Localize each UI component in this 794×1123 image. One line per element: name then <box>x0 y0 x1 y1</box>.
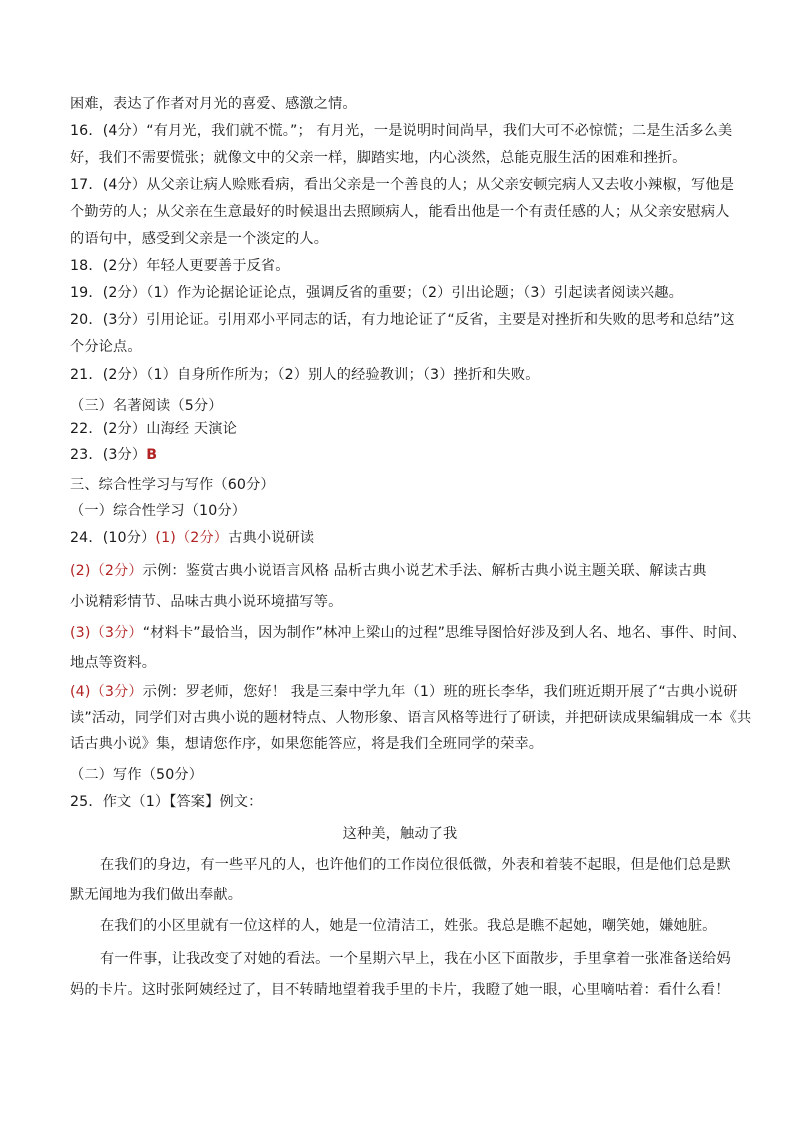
essay-paragraph-3-cont: 妈的卡片。这时张阿姨经过了，目不转睛地望着我手里的卡片，我瞪了她一眼，心里嘀咕着：看什么看！ <box>70 982 730 998</box>
answer-24-2 <box>70 561 730 581</box>
answer-24-4-cont-2: 话古典小说》集，想请您作序，如果您能答应，将是我们全班同学的荣幸。 <box>70 736 544 752</box>
answer-16: 16．(4分）“有月光，我们就不慌。”； 有月光，一是说明时间尚早，我们大可不必惊慌；二是生活多么美 <box>70 123 733 139</box>
answer-23-choice: B <box>146 447 158 463</box>
section-heading-classics: （三）名著阅读（5分） <box>70 398 223 414</box>
answer-17: 17．(4分）从父亲让病人赊账看病，看出父亲是一个善良的人；从父亲安顿完病人又去收小辣椒，写他是 <box>70 177 735 193</box>
answer-24-3-cont: 地点等资料。 <box>70 655 157 671</box>
answer-19: 19．(2分）（1）作为论据论证论点，强调反省的重要；（2）引出论题；（3）引起读者阅读兴趣。 <box>70 285 683 301</box>
answer-18: 18．(2分）年轻人更要善于反省。 <box>70 258 290 274</box>
answer-22: 22．(2分）山海经 天演论 <box>70 421 237 437</box>
answer-24-2-cont: 小说精彩情节、品味古典小说环境描写等。 <box>70 594 343 610</box>
answer-24-3-text: “材料卡”最恰当，因为制作”林冲上梁山的过程”思维导图恰好涉及到人名、地名、事件、时间、 <box>142 625 747 641</box>
answer-24-4-cont-1: 读”活动，同学们对古典小说的题材特点、人物形象、语言风格等进行了研读，并把研读成果编辑成一本《共 <box>70 710 752 726</box>
answer-24-2-label: (2)（2分） <box>70 563 143 579</box>
answer-24-4-label: (4)（3分） <box>70 684 143 700</box>
answer-25: 25．作文（1）【答案】例文： <box>70 794 263 810</box>
answer-24-3 <box>70 623 747 643</box>
answer-21: 21．(2分）（1）自身所作所为；（2）别人的经验教训；（3）挫折和失败。 <box>70 367 540 383</box>
essay-paragraph-1: 在我们的身边，有一些平凡的人，也许他们的工作岗位很低微，外表和着装不起眼，但是他们总是默 <box>100 857 731 873</box>
answer-24-3-label: (3)（3分） <box>70 625 143 641</box>
answer-24-4 <box>70 682 738 702</box>
answer-24-2-text: 示例：鉴赏古典小说语言风格 品析古典小说艺术手法、解析古典小说主题关联、解读古典 <box>142 563 707 579</box>
answer-24-label: 24．(10分） <box>70 530 156 546</box>
essay-paragraph-1-cont: 默无闻地为我们做出奉献。 <box>70 887 243 903</box>
section-heading-integrated: （一）综合性学习（10分） <box>70 503 247 519</box>
answer-20: 20．(3分）引用论证。引用邓小平同志的话，有力地论证了“反省，主要是对挫折和失败的思考和总结”这 <box>70 312 735 328</box>
answer-23-label: 23．(3分） <box>70 447 147 463</box>
section-heading-writing: （二）写作（50分） <box>70 767 204 783</box>
section-heading-part-3: 三、综合性学习与写作（60分） <box>70 477 275 493</box>
text-line-15-end: 困难，表达了作者对月光的喜爱、感激之情。 <box>70 96 357 112</box>
essay-paragraph-3: 有一件事，让我改变了对她的看法。一个星期六早上，我在小区下面散步，手里拿着一张准备送给妈 <box>100 951 731 967</box>
answer-24-4-text: 示例：罗老师，您好！ 我是三秦中学九年（1）班的班长李华，我们班近期开展了“古典小说研 <box>142 684 738 700</box>
answer-17-cont-2: 的语句中，感受到父亲是一个淡定的人。 <box>70 231 329 247</box>
essay-title: 这种美，触动了我 <box>342 826 458 842</box>
answer-24 <box>70 528 730 548</box>
answer-24-1-text: 古典小说研读 <box>228 530 315 546</box>
answer-17-cont-1: 个勤劳的人；从父亲在生意最好的时候退出去照顾病人，能看出他是一个有责任感的人；从父亲安慰病人 <box>70 204 730 220</box>
essay-paragraph-2: 在我们的小区里就有一位这样的人，她是一位清洁工，姓张。我总是瞧不起她，嘲笑她，嫌她脏。 <box>100 918 717 934</box>
answer-24-1-label: (1)（2分） <box>155 530 229 546</box>
answer-23 <box>70 445 730 465</box>
answer-16-cont: 好，我们不需要慌张；就像文中的父亲一样，脚踏实地，内心淡然，总能克服生活的困难和挫折。 <box>70 150 687 166</box>
answer-20-cont: 个分论点。 <box>70 339 142 355</box>
